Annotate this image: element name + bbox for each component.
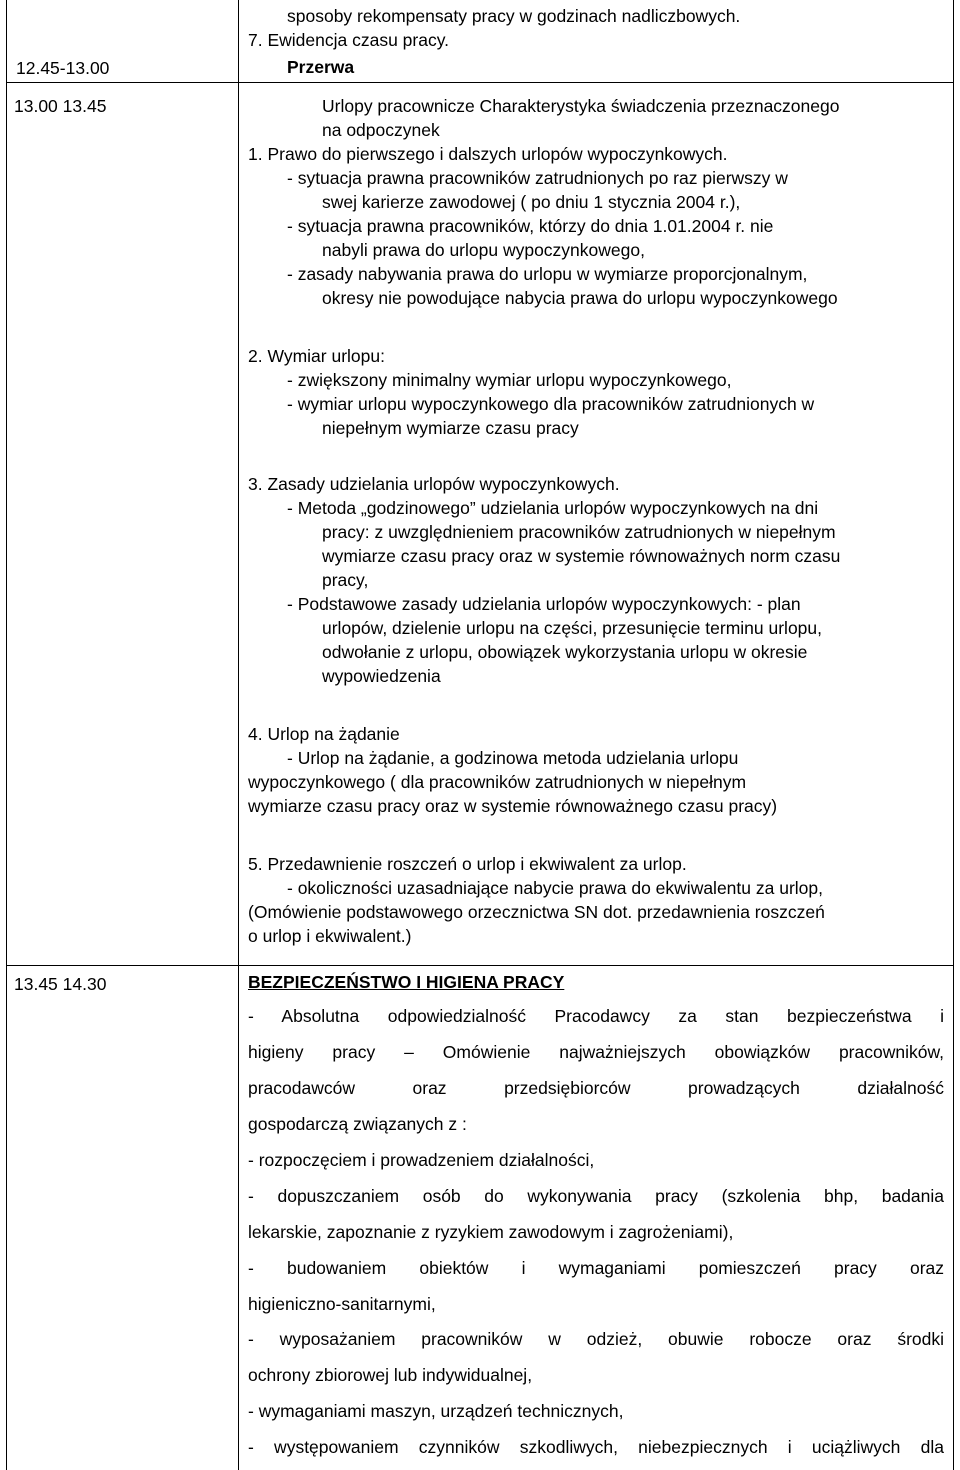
list-item: - sytuacja prawna pracowników zatrudnionych po raz pierwszy w [287,168,788,188]
list-item: urlopów, dzielenie urlopu na części, przesunięcie terminu urlopu, [322,618,822,638]
continuation-line-1: sposoby rekompensaty pracy w godzinach nadliczbowych. [287,6,741,26]
list-item: o urlop i ekwiwalent.) [248,926,412,946]
paragraph-line: - rozpoczęciem i prowadzeniem działalności, [248,1150,595,1170]
list-item: swej karierze zawodowej ( po dniu 1 stycznia 2004 r.), [322,192,741,212]
table-right-border [953,0,954,1470]
row-time: 12.45-13.00 [16,58,110,78]
list-item: 2. Wymiar urlopu: [248,346,385,366]
list-item: - zasady nabywania prawa do urlopu w wymiarze proporcjonalnym, [287,264,808,284]
break-title: Przerwa [287,57,355,77]
list-item: wymiarze czasu pracy oraz w systemie równoważnego czasu pracy) [248,796,778,816]
list-item: wypowiedzenia [322,666,441,686]
list-item: pracy: z uwzględnieniem pracowników zatrudnionych w niepełnym [322,522,836,542]
list-item: wymiarze czasu pracy oraz w systemie równoważnych norm czasu [322,546,841,566]
list-item: - Urlop na żądanie, a godzinowa metoda udzielania urlopu [287,748,739,768]
bhp-title: BEZPIECZEŃSTWO I HIGIENA PRACY [248,972,565,992]
paragraph-line: - występowaniem czynników szkodliwych, niebezpiecznych i uciążliwych dla [248,1437,944,1457]
list-item: - okoliczności uzasadniające nabycie prawa do ekwiwalentu za urlop, [287,878,823,898]
paragraph-line: - wymaganiami maszyn, urządzeń technicznych, [248,1401,624,1421]
list-item: - Metoda „godzinowego” udzielania urlopów wypoczynkowych na dni [287,498,819,518]
paragraph-line: - budowaniem obiektów i wymaganiami pomieszczeń pracy oraz [248,1258,944,1278]
list-item: 4. Urlop na żądanie [248,724,400,744]
column-divider [238,0,239,1470]
list-item: wypoczynkowego ( dla pracowników zatrudnionych w niepełnym [248,772,747,792]
list-item: 5. Przedawnienie roszczeń o urlop i ekwiwalent za urlop. [248,854,687,874]
list-item: okresy nie powodujące nabycia prawa do urlopu wypoczynkowego [322,288,838,308]
list-item: 3. Zasady udzielania urlopów wypoczynkowych. [248,474,620,494]
list-item: - wymiar urlopu wypoczynkowego dla pracowników zatrudnionych w [287,394,815,414]
list-item: - Podstawowe zasady udzielania urlopów wypoczynkowych: - plan [287,594,801,614]
paragraph-line: - dopuszczaniem osób do wykonywania pracy (szkolenia bhp, badania [248,1186,944,1206]
list-item: 1. Prawo do pierwszego i dalszych urlopów wypoczynkowych. [248,144,728,164]
list-item: pracy, [322,570,369,590]
paragraph-line: gospodarczą związanych z : [248,1114,467,1134]
continuation-line-2: 7. Ewidencja czasu pracy. [248,30,450,50]
paragraph-line: - wyposażaniem pracowników w odzież, obuwie robocze oraz środki [248,1329,944,1349]
paragraph-line: - Absolutna odpowiedzialność Pracodawcy za stan bezpieczeństwa i [248,1006,944,1026]
row-time: 13.00 13.45 [14,96,107,116]
list-item: - zwiększony minimalny wymiar urlopu wypoczynkowego, [287,370,732,390]
paragraph-line: higieniczno-sanitarnymi, [248,1294,436,1314]
paragraph-line: pracodawców oraz przedsiębiorców prowadzących działalność [248,1078,944,1098]
row-divider-2 [6,965,953,966]
list-item: niepełnym wymiarze czasu pracy [322,418,579,438]
list-item: nabyli prawa do urlopu wypoczynkowego, [322,240,645,260]
paragraph-line: ochrony zbiorowej lub indywidualnej, [248,1365,533,1385]
paragraph-line: higieny pracy – Omówienie najważniejszych obowiązków pracowników, [248,1042,944,1062]
section-heading: Urlopy pracownicze Charakterystyka świadczenia przeznaczonego [322,96,840,116]
section-heading: na odpoczynek [322,120,440,140]
row-divider-1 [6,82,953,83]
list-item: odwołanie z urlopu, obowiązek wykorzystania urlopu w okresie [322,642,808,662]
table-left-border [6,0,7,1470]
row-time: 13.45 14.30 [14,974,107,994]
list-item: - sytuacja prawna pracowników, którzy do dnia 1.01.2004 r. nie [287,216,774,236]
list-item: (Omówienie podstawowego orzecznictwa SN dot. przedawnienia roszczeń [248,902,825,922]
paragraph-line: lekarskie, zapoznanie z ryzykiem zawodowym i zagrożeniami), [248,1222,734,1242]
